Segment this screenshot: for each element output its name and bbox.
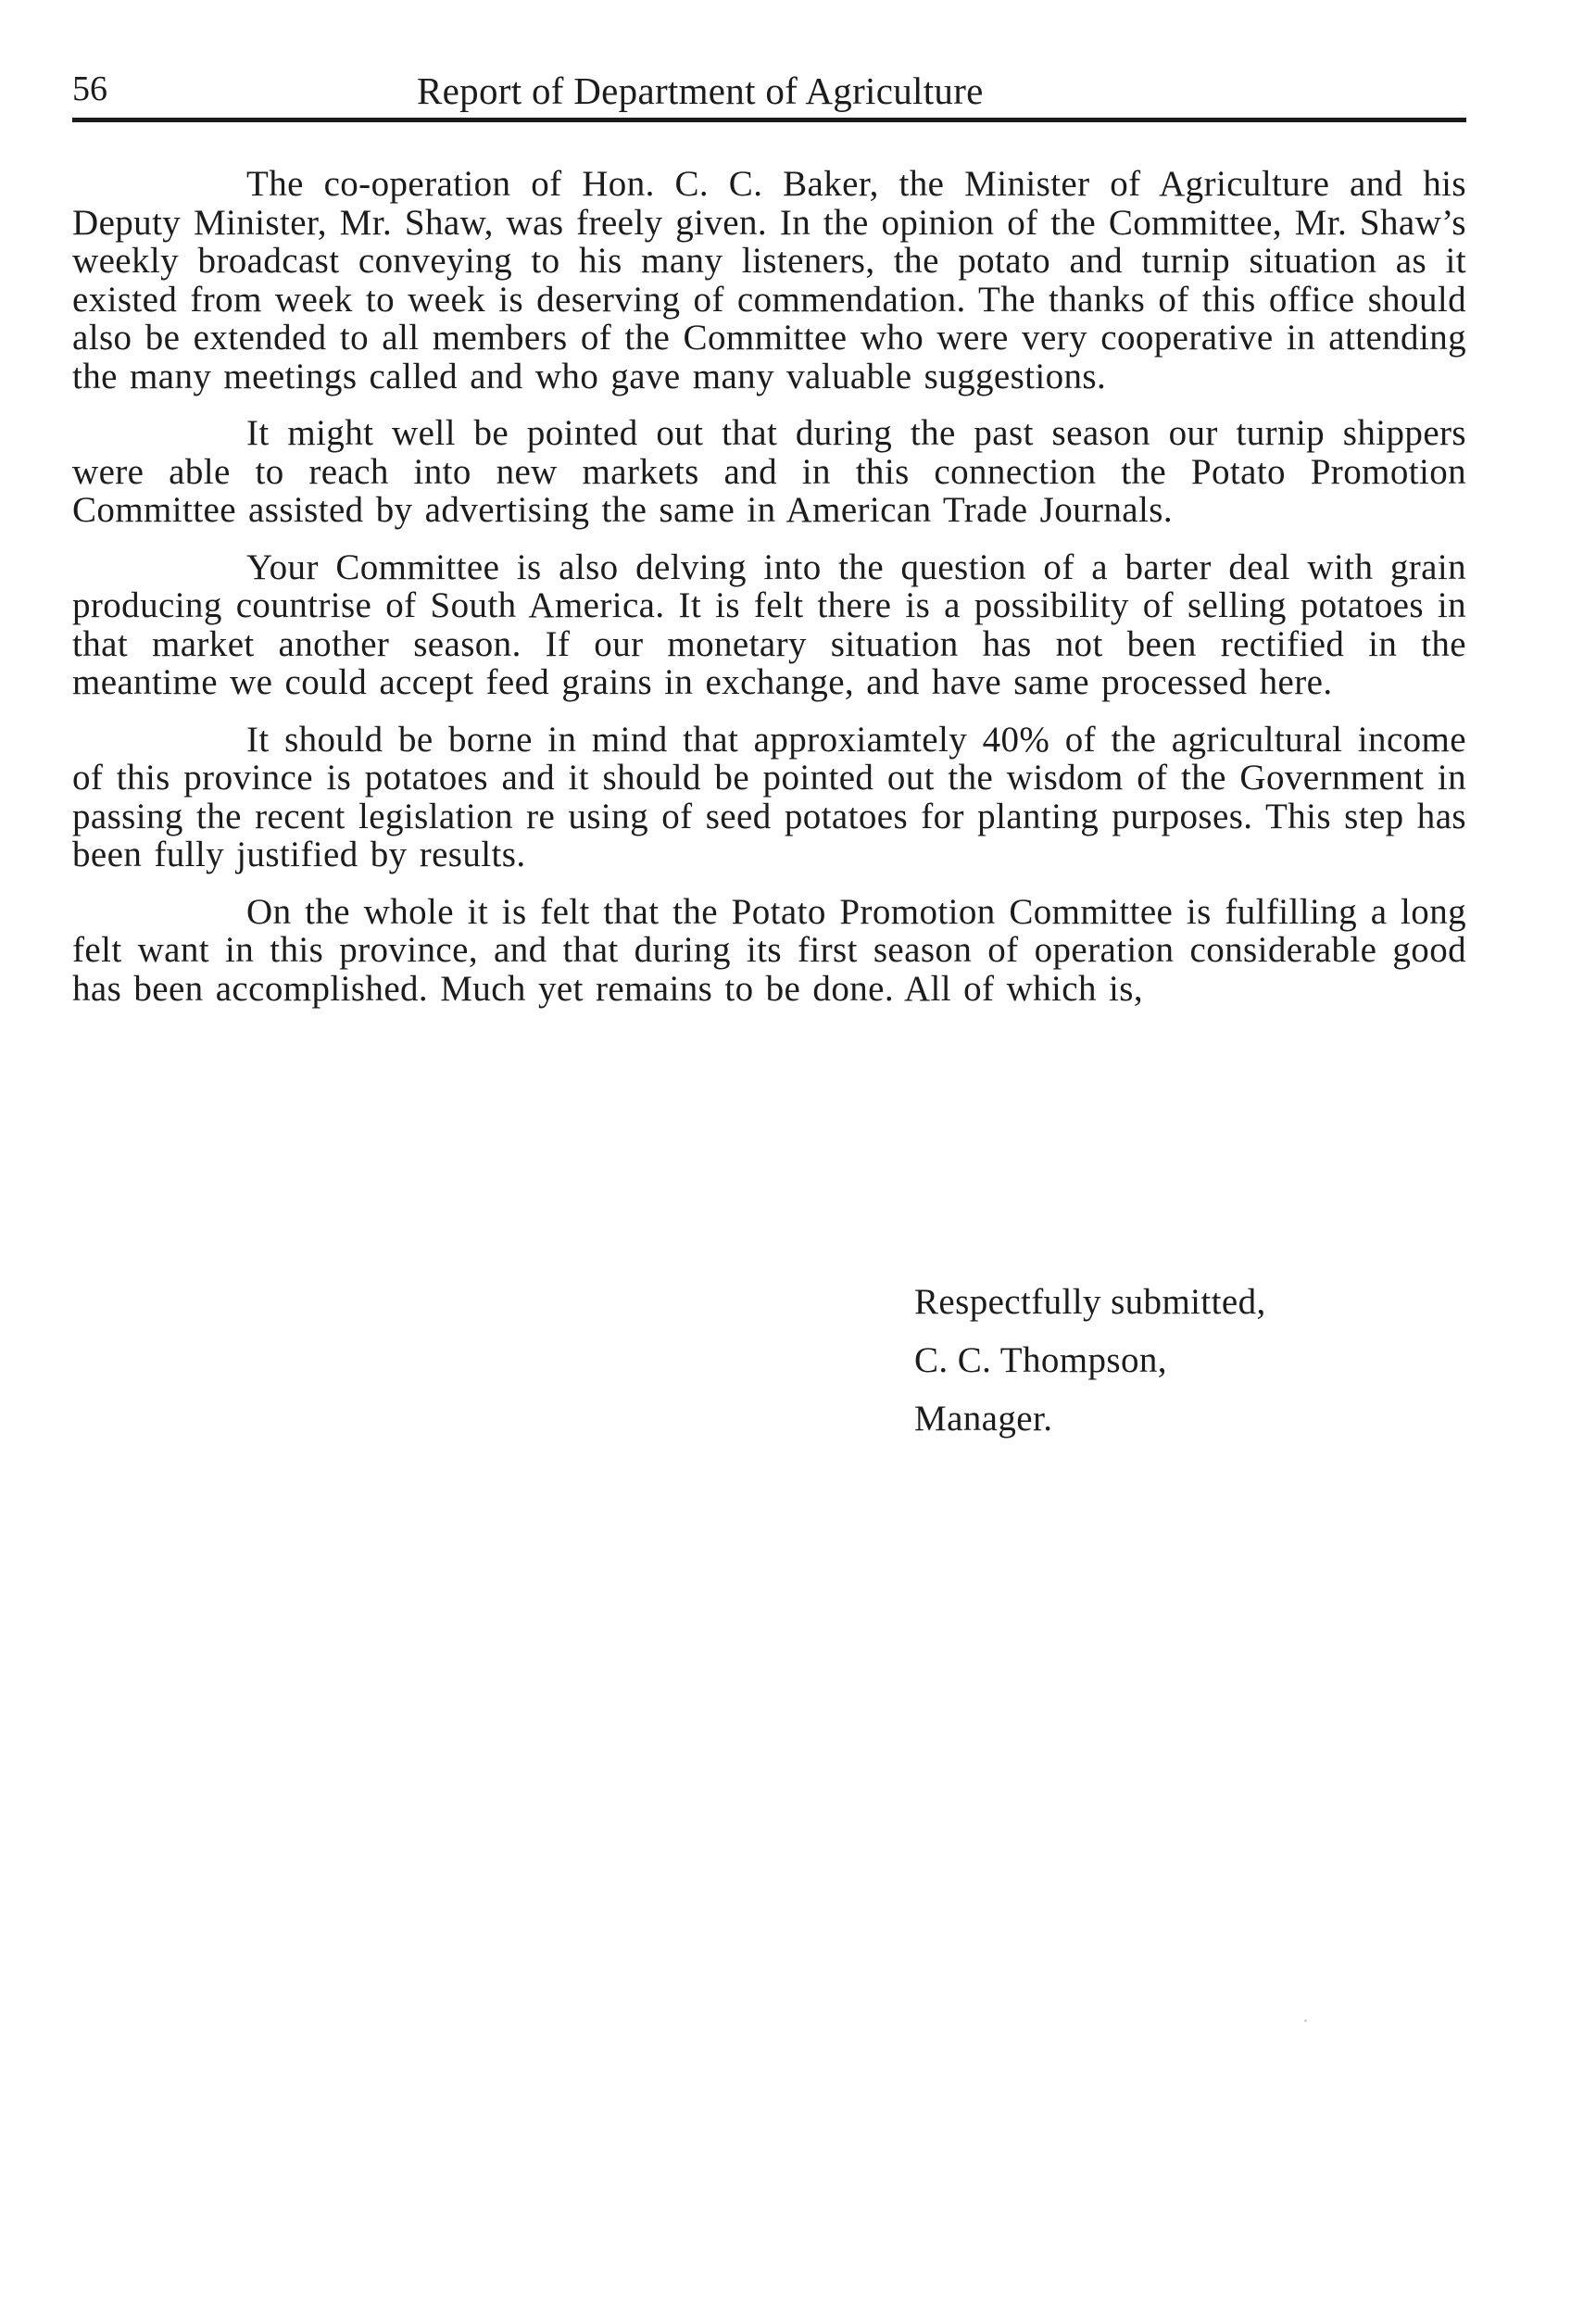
paper-speck (1304, 2019, 1307, 2022)
paragraph-new-markets: It might well be pointed out that during the past season our turnip shippers were able to reach into new markets and in this connection the Potato Promotion Committee assisted by advertising the same in American Trade Journals. (72, 413, 1466, 530)
body-text (72, 165, 1466, 1026)
page-header (72, 61, 1466, 117)
signature-title: Manager. (914, 1399, 1053, 1439)
signature-block (914, 1283, 1433, 1458)
header-rule (72, 118, 1466, 122)
running-title: Report of Department of Agriculture (417, 69, 984, 112)
paragraph-barter-deal: Your Committee is also delving into the question of a barter deal with grain producing countrise of South America. It is felt there is a possibility of selling potatoes in that market another season. If our monetary situation has not been rectified in the meantime we could accept feed grains in exchange, and have same processed here. (72, 547, 1466, 702)
page-number: 56 (72, 69, 107, 108)
signature-closing: Respectfully submitted, (914, 1282, 1266, 1322)
signature-name: C. C. Thompson, (914, 1340, 1167, 1380)
paragraph-conclusion: On the whole it is felt that the Potato Promotion Committee is fulfilling a long felt want in this province, and that during its first season of operation considerable good has been accomplished. Much yet remains to be done. All of which is, (72, 891, 1466, 1009)
paragraph-seed-legislation: It should be borne in mind that approxiamtely 40% of the agricultural income of this province is potatoes and it should be pointed out the wisdom of the Government in passing the recent legislation re using of seed potatoes for planting purposes. This step has been fully justified by results. (72, 719, 1466, 874)
paragraph-cooperation: The co-operation of Hon. C. C. Baker, the Minister of Agriculture and his Deputy Minister, Mr. Shaw, was freely given. In the opinion of the Committee, Mr. Shaw’s weekly broadcast conveying to his many listeners, the potato and turnip situation as it existed from week to week is deserving of commendation. The thanks of this office should also be extended to all members of the Committee who were very cooperative in attending the many meetings called and who gave many valuable suggestions. (72, 164, 1466, 396)
